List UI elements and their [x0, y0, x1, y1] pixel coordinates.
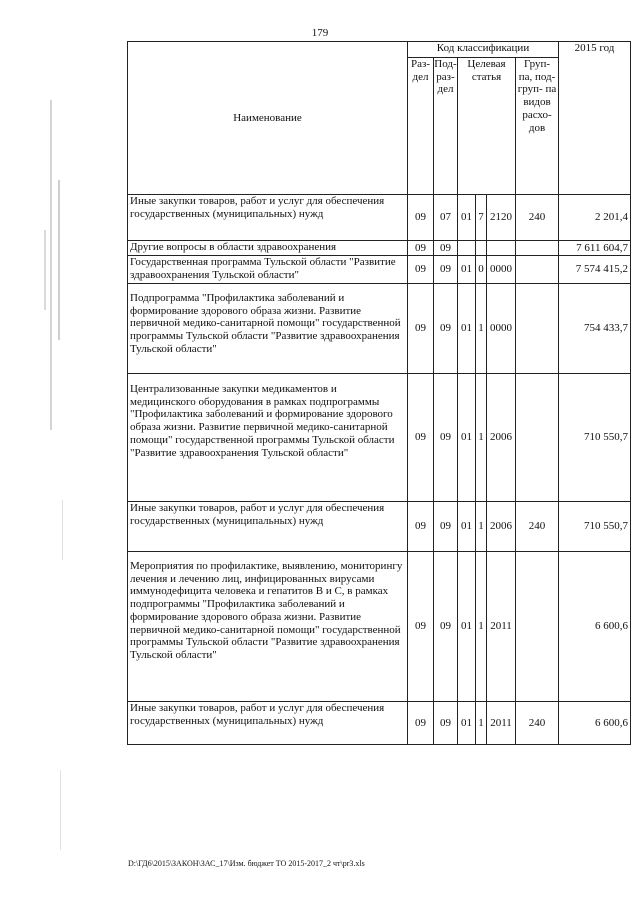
- row-target-program: 01: [458, 256, 476, 284]
- row-podrazdel: 09: [434, 552, 458, 702]
- row-razdel: 09: [408, 374, 434, 502]
- row-amount: 710 550,7: [559, 502, 631, 552]
- row-target-program: 01: [458, 374, 476, 502]
- header-podrazdel: Под- раз- дел: [434, 58, 458, 195]
- scan-artifact: [60, 770, 61, 850]
- table-row: [128, 502, 631, 552]
- row-razdel: 09: [408, 241, 434, 256]
- row-amount: 6 600,6: [559, 702, 631, 745]
- row-razdel: 09: [408, 552, 434, 702]
- row-amount: 7 574 415,2: [559, 256, 631, 284]
- row-podrazdel: 09: [434, 502, 458, 552]
- row-name: Мероприятия по профилактике, выявлению, мониторингу лечения и лечению лиц, инфицированных вирусами иммунодефицита человека и гепатитов В и С, в рамках подпрограммы "Профилактика заболеваний и формирование здорового образа жизни. Развитие первичной медико-санитарной помощи" государственной программы Тульской области "Развитие здравоохранения Тульской области": [128, 552, 408, 702]
- row-target-program: 01: [458, 552, 476, 702]
- row-target-program: 01: [458, 702, 476, 745]
- row-podrazdel: 09: [434, 702, 458, 745]
- header-target: Целевая статья: [458, 58, 516, 195]
- row-target-direction: 2011: [487, 702, 516, 745]
- row-target-subprogram: [476, 241, 487, 256]
- row-target-program: [458, 241, 476, 256]
- row-target-direction: [487, 241, 516, 256]
- table-row: [128, 374, 631, 502]
- row-podrazdel: 09: [434, 241, 458, 256]
- table-row: [128, 284, 631, 374]
- row-name: Иные закупки товаров, работ и услуг для обеспечения государственных (муниципальных) нужд: [128, 702, 408, 745]
- row-razdel: 09: [408, 702, 434, 745]
- row-target-subprogram: 1: [476, 502, 487, 552]
- row-target-subprogram: 1: [476, 284, 487, 374]
- row-target-direction: 0000: [487, 256, 516, 284]
- row-target-program: 01: [458, 502, 476, 552]
- row-group: 240: [516, 702, 559, 745]
- header-name: Наименование: [128, 42, 408, 195]
- row-podrazdel: 09: [434, 284, 458, 374]
- file-path-footer: D:\ГД6\2015\ЗАКОН\ЗАС_17\Изм. бюджет ТО 2015-2017_2 чт\pr3.xls: [128, 859, 365, 868]
- row-group: [516, 241, 559, 256]
- row-target-direction: 0000: [487, 284, 516, 374]
- row-group: [516, 552, 559, 702]
- scan-artifact: [44, 230, 46, 310]
- row-target-direction: 2011: [487, 552, 516, 702]
- row-name: Государственная программа Тульской области "Развитие здравоохранения Тульской области": [128, 256, 408, 284]
- row-name: Иные закупки товаров, работ и услуг для обеспечения государственных (муниципальных) нужд: [128, 195, 408, 241]
- header-razdel: Раз- дел: [408, 58, 434, 195]
- table-row: [128, 702, 631, 745]
- row-razdel: 09: [408, 195, 434, 241]
- row-name: Другие вопросы в области здравоохранения: [128, 241, 408, 256]
- row-target-subprogram: 7: [476, 195, 487, 241]
- row-target-subprogram: 0: [476, 256, 487, 284]
- scan-artifact: [50, 100, 52, 430]
- row-group: 240: [516, 195, 559, 241]
- scan-artifact: [58, 180, 60, 340]
- row-amount: 2 201,4: [559, 195, 631, 241]
- row-target-direction: 2006: [487, 502, 516, 552]
- row-podrazdel: 09: [434, 374, 458, 502]
- row-razdel: 09: [408, 502, 434, 552]
- row-podrazdel: 09: [434, 256, 458, 284]
- scan-artifact: [62, 500, 63, 560]
- row-target-program: 01: [458, 284, 476, 374]
- row-amount: 7 611 604,7: [559, 241, 631, 256]
- row-target-program: 01: [458, 195, 476, 241]
- row-podrazdel: 07: [434, 195, 458, 241]
- budget-table: [127, 41, 631, 745]
- table-row: [128, 552, 631, 702]
- row-razdel: 09: [408, 256, 434, 284]
- row-target-subprogram: 1: [476, 374, 487, 502]
- header-code-group: Код классификации: [408, 42, 559, 58]
- row-razdel: 09: [408, 284, 434, 374]
- row-group: [516, 284, 559, 374]
- row-group: 240: [516, 502, 559, 552]
- row-name: Централизованные закупки медикаментов и медицинского оборудования в рамках подпрограммы "Профилактика заболеваний и формирование здорового образа жизни. Развитие первичной медико-санитарной помощи" государственной программы Тульской области "Развитие здравоохранения Тульской области": [128, 374, 408, 502]
- row-amount: 710 550,7: [559, 374, 631, 502]
- row-target-subprogram: 1: [476, 702, 487, 745]
- row-group: [516, 374, 559, 502]
- budget-table-wrapper: [127, 41, 631, 745]
- table-row: [128, 241, 631, 256]
- page-number: 179: [311, 27, 329, 39]
- row-amount: 6 600,6: [559, 552, 631, 702]
- row-group: [516, 256, 559, 284]
- header-year: 2015 год: [559, 42, 631, 195]
- row-target-direction: 2120: [487, 195, 516, 241]
- table-row: [128, 195, 631, 241]
- row-target-direction: 2006: [487, 374, 516, 502]
- row-target-subprogram: 1: [476, 552, 487, 702]
- table-row: [128, 256, 631, 284]
- row-amount: 754 433,7: [559, 284, 631, 374]
- row-name: Подпрограмма "Профилактика заболеваний и формирование здорового образа жизни. Развитие первичной медико-санитарной помощи" государственной программы Тульской области "Развитие здравоохранения Тульской области": [128, 284, 408, 374]
- row-name: Иные закупки товаров, работ и услуг для обеспечения государственных (муниципальных) нужд: [128, 502, 408, 552]
- header-group: Груп- па, под- груп- па видов расхо- дов: [516, 58, 559, 195]
